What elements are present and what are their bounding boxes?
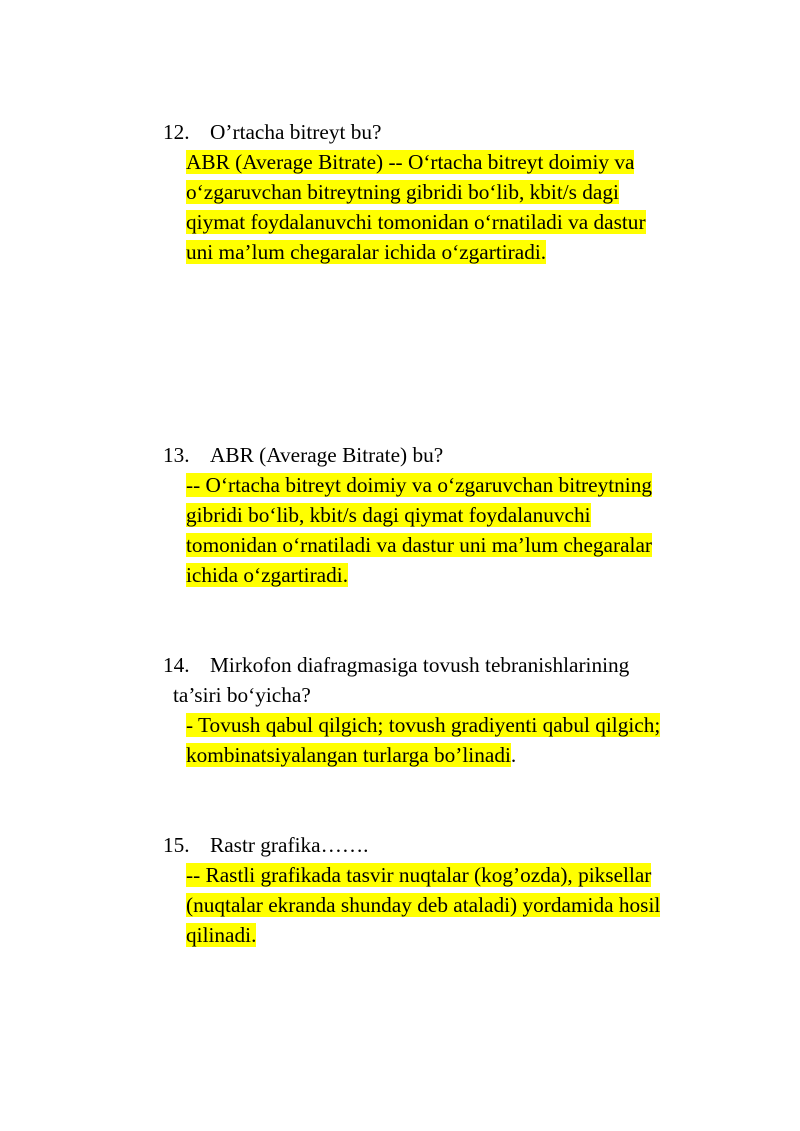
answer (163, 710, 763, 770)
highlighted-text: qiymat foydalanuvchi tomonidan o‘rnatiladi va dastur (186, 210, 646, 234)
highlighted-text: qilinadi. (186, 923, 257, 947)
question-title (163, 117, 763, 147)
answer (163, 860, 763, 950)
answer-line (186, 237, 763, 267)
answer-line (186, 920, 763, 950)
question-13 (163, 440, 763, 590)
answer-line (186, 560, 763, 590)
highlighted-text: o‘zgaruvchan bitreytning gibridi bo‘lib, kbit/s dagi (186, 180, 619, 204)
question-title (163, 440, 763, 470)
answer-line (186, 710, 763, 740)
question-text: ta’siri bo‘yicha? (173, 683, 311, 707)
question-text: Mirkofon diafragmasiga tovush tebranishlarining (210, 653, 630, 677)
highlighted-text: - Tovush qabul qilgich; tovush gradiyenti qabul qilgich; (186, 713, 661, 737)
highlighted-text: uni ma’lum chegaralar ichida o‘zgartiradi. (186, 240, 547, 264)
answer (163, 470, 763, 590)
highlighted-text: gibridi bo‘lib, kbit/s dagi qiymat foydalanuvchi (186, 503, 591, 527)
answer-line (186, 500, 763, 530)
highlighted-text: kombinatsiyalangan turlarga bo’linadi (186, 743, 511, 767)
question-number: 14. (163, 653, 190, 677)
answer-line (186, 890, 763, 920)
answer-line (186, 860, 763, 890)
answer (163, 147, 763, 267)
question-title-continued (163, 680, 763, 710)
answer-line (186, 147, 763, 177)
answer-line (186, 177, 763, 207)
question-title (163, 830, 763, 860)
question-number: 15. (163, 833, 190, 857)
question-text: ABR (Average Bitrate) bu? (210, 443, 444, 467)
unhighlighted-text: . (510, 743, 517, 767)
highlighted-text: -- Rastli grafikada tasvir nuqtalar (kog’ozda), piksellar (186, 863, 652, 887)
question-number: 12. (163, 120, 190, 144)
question-title (163, 650, 763, 680)
question-text: O’rtacha bitreyt bu? (210, 120, 382, 144)
highlighted-text: tomonidan o‘rnatiladi va dastur uni ma’lum chegaralar (186, 533, 653, 557)
question-number: 13. (163, 443, 190, 467)
question-14 (163, 650, 763, 770)
highlighted-text: (nuqtalar ekranda shunday deb ataladi) yordamida hosil (186, 893, 661, 917)
answer-line (186, 207, 763, 237)
highlighted-text: ABR (Average Bitrate) -- O‘rtacha bitreyt doimiy va (186, 150, 635, 174)
answer-line (186, 740, 763, 770)
question-text: Rastr grafika……. (210, 833, 369, 857)
answer-line (186, 470, 763, 500)
highlighted-text: ichida o‘zgartiradi. (186, 563, 349, 587)
highlighted-text: -- O‘rtacha bitreyt doimiy va o‘zgaruvchan bitreytning (186, 473, 652, 497)
answer-line (186, 530, 763, 560)
question-12 (163, 117, 763, 267)
question-15 (163, 830, 763, 950)
